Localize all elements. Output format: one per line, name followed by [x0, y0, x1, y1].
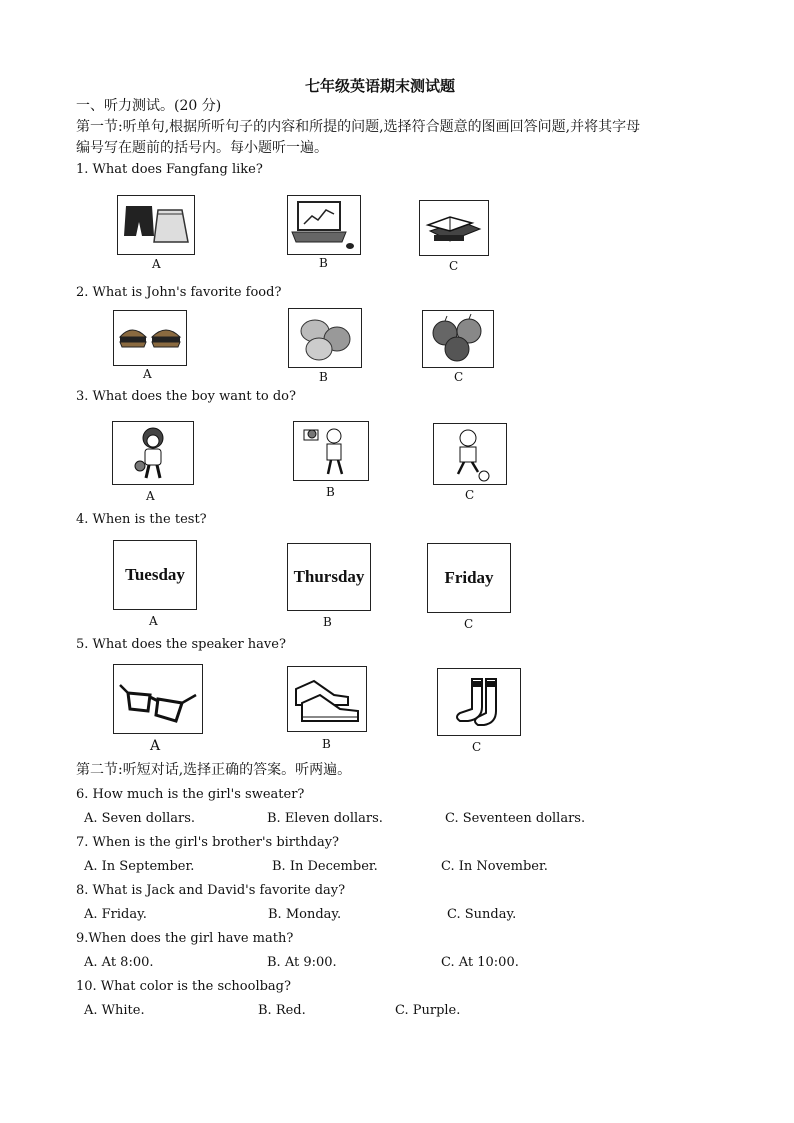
option-3b-image[interactable]	[293, 421, 369, 481]
question-7: 7. When is the girl's brother's birthday?	[76, 835, 340, 850]
laptop-icon	[288, 196, 360, 254]
option-10a[interactable]: A. White.	[84, 1003, 145, 1018]
option-label: C	[472, 740, 482, 754]
eggs-icon	[289, 309, 361, 367]
day-word: Thursday	[293, 567, 365, 586]
option-7c[interactable]: C. In November.	[441, 859, 548, 874]
option-3a-image[interactable]	[112, 421, 194, 485]
option-label: B	[326, 485, 335, 499]
option-label: A	[150, 738, 161, 754]
question-10: 10. What color is the schoolbag?	[76, 979, 291, 994]
option-9b[interactable]: B. At 9:00.	[267, 955, 337, 970]
socks-icon	[438, 669, 520, 735]
apples-icon	[423, 311, 493, 367]
glasses-icon	[114, 665, 202, 733]
question-1: 1. What does Fangfang like?	[76, 162, 263, 177]
option-4c-image[interactable]	[427, 543, 511, 613]
day-word: Tuesday	[125, 565, 185, 584]
option-4a-image[interactable]	[113, 540, 197, 610]
question-4: 4. When is the test?	[76, 512, 207, 527]
option-9a[interactable]: A. At 8:00.	[84, 955, 154, 970]
option-2c-image[interactable]	[422, 310, 494, 368]
option-7b[interactable]: B. In December.	[272, 859, 378, 874]
option-label: B	[322, 737, 331, 751]
option-label: A	[149, 614, 158, 628]
day-word: Friday	[444, 568, 494, 587]
option-6b[interactable]: B. Eleven dollars.	[267, 811, 383, 826]
question-3: 3. What does the boy want to do?	[76, 389, 296, 404]
option-label: A	[152, 257, 161, 271]
option-5c-image[interactable]	[437, 668, 521, 736]
section-heading: 一、听力测试。(20 分)	[76, 98, 222, 114]
part2-heading: 第二节:听短对话,选择正确的答案。听两遍。	[76, 762, 352, 778]
option-8c[interactable]: C. Sunday.	[447, 907, 517, 922]
option-7a[interactable]: A. In September.	[84, 859, 195, 874]
option-label: B	[319, 370, 328, 384]
instructions-line-2: 编号写在题前的括号内。每小题听一遍。	[76, 140, 328, 156]
option-8b[interactable]: B. Monday.	[268, 907, 342, 922]
option-label: C	[449, 259, 459, 273]
option-label: A	[143, 367, 152, 381]
option-label: B	[323, 615, 332, 629]
option-5b-image[interactable]	[287, 666, 367, 732]
option-8a[interactable]: A. Friday.	[84, 907, 147, 922]
question-2: 2. What is John's favorite food?	[76, 285, 282, 300]
option-label: A	[146, 489, 155, 503]
question-9: 9.When does the girl have math?	[76, 931, 294, 946]
option-3c-image[interactable]	[433, 423, 507, 485]
option-1a-image[interactable]	[117, 195, 195, 255]
books-icon	[420, 201, 488, 255]
option-10b[interactable]: B. Red.	[258, 1003, 306, 1018]
question-6: 6. How much is the girl's sweater?	[76, 787, 305, 802]
option-1c-image[interactable]	[419, 200, 489, 256]
option-9c[interactable]: C. At 10:00.	[441, 955, 519, 970]
option-label: C	[454, 370, 464, 384]
option-5a-image[interactable]	[113, 664, 203, 734]
page-title: 七年级英语期末测试题	[305, 77, 456, 95]
skirt-and-shorts-icon	[118, 196, 194, 254]
option-10c[interactable]: C. Purple.	[395, 1003, 461, 1018]
option-6c[interactable]: C. Seventeen dollars.	[445, 811, 586, 826]
hamburgers-icon	[114, 311, 186, 365]
option-2a-image[interactable]	[113, 310, 187, 366]
option-6a[interactable]: A. Seven dollars.	[84, 811, 196, 826]
option-label: C	[465, 488, 475, 502]
option-4b-image[interactable]	[287, 543, 371, 611]
option-label: C	[464, 617, 474, 631]
option-2b-image[interactable]	[288, 308, 362, 368]
boy-playing-basketball-icon	[294, 422, 368, 480]
instructions-line-1: 第一节:听单句,根据所听句子的内容和所提的问题,选择符合题意的图画回答问题,并将其字母	[76, 119, 641, 135]
sneakers-icon	[288, 667, 366, 731]
boy-playing-soccer-icon	[434, 424, 506, 484]
question-5: 5. What does the speaker have?	[76, 637, 286, 652]
option-1b-image[interactable]	[287, 195, 361, 255]
boy-bouncing-ball-icon	[113, 422, 193, 484]
question-8: 8. What is Jack and David's favorite day?	[76, 883, 346, 898]
option-label: B	[319, 256, 328, 270]
